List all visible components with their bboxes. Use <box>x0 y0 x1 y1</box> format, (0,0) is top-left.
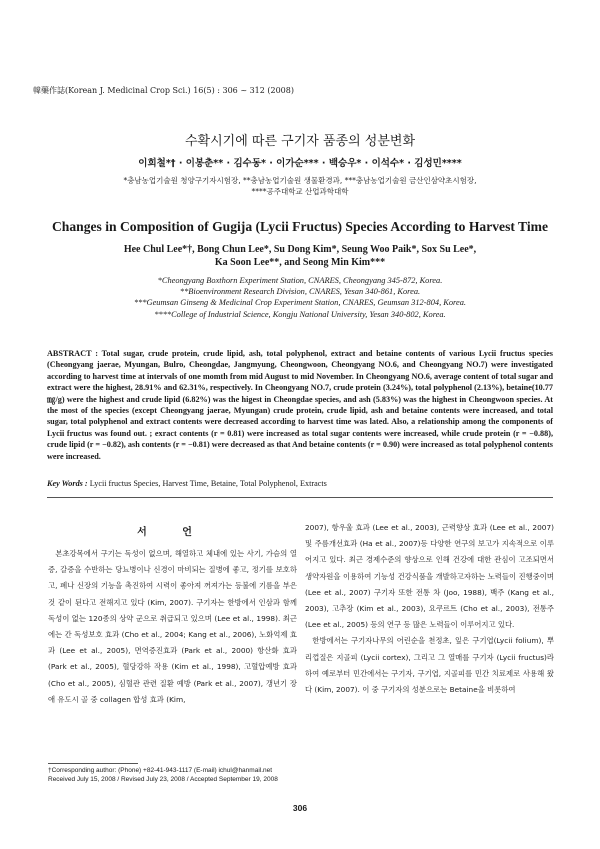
korean-affiliation-line: *충남농업기술원 청양구기자시험장, **충남농업기술원 생물환경과, ***충남농업기술원 금산인삼약초시험장, <box>123 176 477 185</box>
english-affiliation-line: *Cheongyang Boxthorn Experiment Station, CNARES, Cheongyang 345-872, Korea. <box>157 276 443 285</box>
abstract: ABSTRACT : Total sugar, crude protein, crude lipid, ash, total polyphenol, extract and betaine contents of various Lycii fructus species (Cheongyang jaerae, Myungan, Bulro, Cheongdae, Jangmyung, Cheongwoon, Cheongyang NO.6, and Cheongyang NO.7) were investigated according to harvest time at intervals of one momth from mid August to mid November. In Cheongyang NO.6, average content of total sugar and extract were the highest, 28.91% and 62.31%, respectively. In Cheongyang NO.7, crude protein (3.24%), total polyphenol (2.13%), betaine(10.77 ㎎/g) were the highest and crude lipid (6.82%) was the higest in Cheongdae species, and ash (5.83%) was the highest in Cheongwoon species. At the most of the species (except Cheongyang jaerae, Myungan) crude protein, crude lipid, ash and betaine contents were increased, and total sugar, total polyphenol and extract contents were decreased according to harvest time was lated. Also, a relationship among the components of Lycii fructus was found out. ; exract contents (r = 0.81) were increased as total sugar contents were increased, while crude protein (r = −0.88), crude lipid (r = −0.82), ash contents (r = −0.81) were decreased as that And betaine contents (r = 0.90) were increased as total polyphenol contents were increased. <box>47 349 553 461</box>
footnote <box>48 766 308 784</box>
abstract-divider <box>47 497 553 498</box>
english-authors-line: Ka Soon Lee**, and Seong Min Kim*** <box>214 257 386 268</box>
korean-title: 수확시기에 따른 구기자 품종의 성분변화 <box>184 134 415 149</box>
journal-citation: 韓藥作誌(Korean J. Medicinal Crop Sci.) 16(5) : 306 ~ 312 (2008) <box>33 86 294 95</box>
english-affiliations <box>40 275 560 320</box>
korean-affiliation-line: ****공주대학교 산업과학대학 <box>251 187 349 196</box>
received-dates: Received July 15, 2008 / Revised July 23, 2008 / Accepted September 19, 2008 <box>48 776 278 783</box>
keywords-label: Key Words : <box>47 479 88 488</box>
english-affiliation-line: ****College of Industrial Science, Kongju National University, Yesan 340-802, Korea. <box>154 309 446 319</box>
korean-affiliations <box>40 175 560 197</box>
section-heading: 서 언 <box>137 527 208 538</box>
corresponding-author: †Corresponding author: (Phone) +82-41-943-1117 (E-mail) ichul@hanmail.net <box>48 767 273 774</box>
english-affiliation-line: **Bioenvironment Research Division, CNARES, Yesan 340-861, Korea. <box>179 287 421 297</box>
english-authors <box>50 243 550 269</box>
body-column-left <box>48 546 297 708</box>
korean-authors: 이희철*† · 이봉춘** · 김수동* · 이가순*** · 백승우* · 이석수* · 김성민**** <box>138 158 462 169</box>
body-paragraph: 2007), 항우울 효과 (Lee et al., 2003), 근력향상 효과 (Lee et al., 2007) 및 주름개선효과 (Ha et al., 2007)등 다양한 연구의 보고가 지속적으로 이루어지고 있다. 최근 경제수준의 향상으로 인해 건강에 대한 관심이 고조되면서 생약자원을 이용하여 기능성 건강식품을 개발하고자하는 노력들이 진행중이며 (Lee et al., 2007) 구기자 또한 전통 차 (Joo, 1988), 백주 (Kang et al., 2003), 고추장 (Kim et al., 2003), 요쿠르트 (Cho et al., 2003), 전통주 (Lee et al., 2005) 등의 연구 등 많은 노력들이 이루어지고 있다. <box>305 523 554 630</box>
english-title: Changes in Composition of Gugija (Lycii Fructus) Species According to Harvest Time <box>51 219 549 234</box>
body-paragraph: 본초강목에서 구기는 독성이 없으며, 해열하고 체내에 있는 사기, 가슴의 열증, 갈증을 수반하는 당뇨병이나 신경이 마비되는 질병에 좋고, 정기를 보호하고, 폐나 신장의 기능을 촉진하여 시력이 좋아져 꺼져가는 등불에 기름을 부은 것 같이 된다고 전해지고 있다 (Kim, 2007). 구기자는 한방에서 인삼과 함께 독성이 없는 120종의 상약 군으로 취급되고 있으며 (Lee et al., 1998). 최근에는 간 독성보호 효과 (Cho et al., 2004; Kang et al., 2006), 노화억제 효과 (Lee et al., 2005), 면역증진효과 (Park et al., 2000) 항산화 효과 (Park et al., 2005), 혈당강하 작용 (Kim et al., 1998), 고혈압예방 효과 (Cho et al., 2005), 심혈관 관련 질환 예방 (Park et al., 2007), 갱년기 장애 유도시 골 중 collagen 합성 효과 (Kim, <box>48 549 297 704</box>
page-number: 306 <box>292 803 308 813</box>
english-authors-line: Hee Chul Lee*†, Bong Chun Lee*, Su Dong Kim*, Seung Woo Paik*, Sox Su Lee*, <box>123 244 477 255</box>
keywords-text: Lycii fructus Species, Harvest Time, Betaine, Total Polyphenol, Extracts <box>89 479 327 488</box>
footnote-divider <box>48 763 138 764</box>
body-paragraph: 한방에서는 구기자나무의 어린순을 천정초, 잎은 구기엽(Lycii folium), 뿌리껍질은 지골피 (Lycii cortex), 그리고 그 열매를 구기자 (Lycii fructus)라 하여 예로부터 민간에서는 구기자, 구기엽, 지골피를 민간 치료제로 사용해 왔다 (Kim, 2007). 이 중 구기자의 성분으로는 Betaine을 비롯하여 <box>305 636 554 695</box>
keywords <box>47 479 553 488</box>
english-affiliation-line: ***Geumsan Ginseng & Medicinal Crop Experiment Station, CNARES, Geumsan 312-804, Korea. <box>133 298 467 308</box>
body-column-right <box>305 520 554 698</box>
